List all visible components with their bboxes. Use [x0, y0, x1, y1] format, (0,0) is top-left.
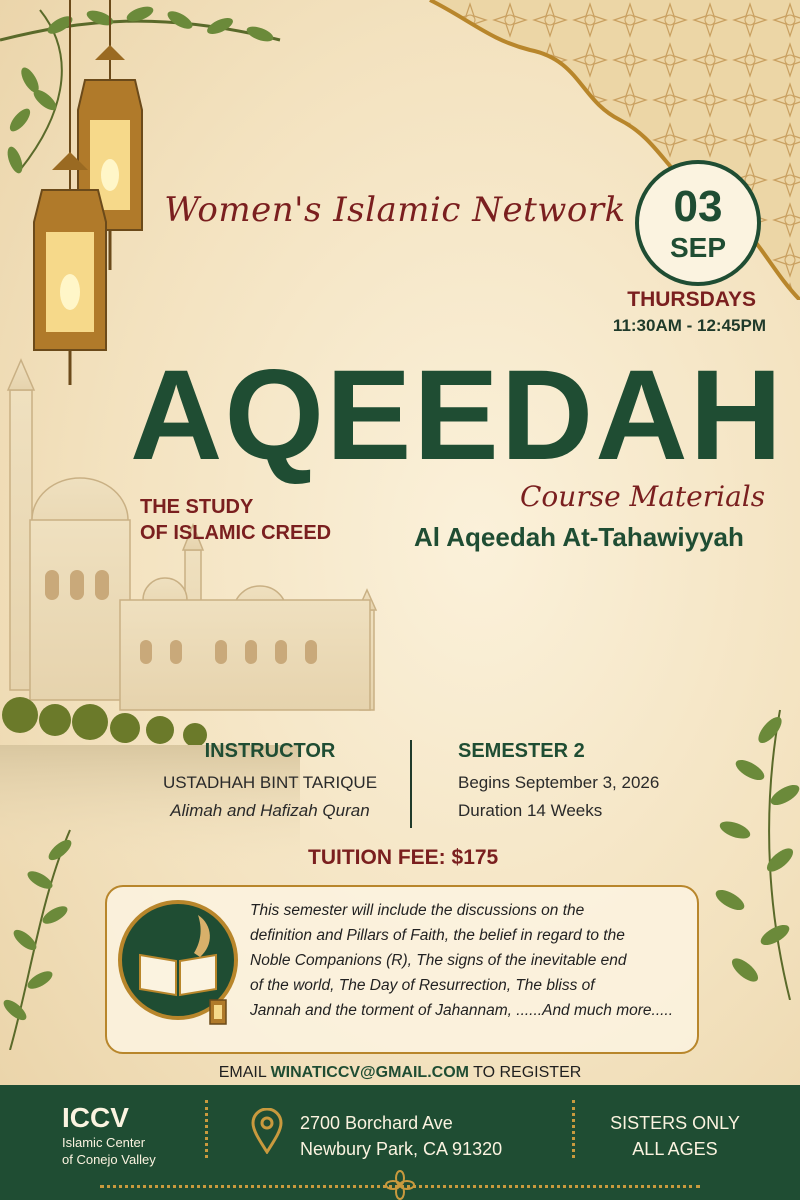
footer-divider — [572, 1100, 579, 1158]
footer-divider — [205, 1100, 212, 1158]
footer-audience — [600, 1110, 750, 1162]
tuition-amount: $175 — [451, 846, 499, 869]
organization-name: Women's Islamic Network — [164, 190, 626, 230]
leaf-branch-icon — [690, 700, 800, 1000]
footer-logo: ICCV — [62, 1102, 129, 1133]
instructor-name: USTADHAH BINT TARIQUE — [162, 773, 378, 792]
leaf-branch-icon — [0, 820, 90, 1050]
footer-address — [300, 1110, 502, 1162]
info-divider — [410, 740, 412, 828]
course-title: AQEEDAH — [130, 344, 785, 487]
description-line: definition and Pillars of Faith, the belief in regard to the — [250, 927, 625, 944]
description-line: of the world, The Day of Resurrection, The bliss of — [250, 977, 595, 994]
course-subtitle-line1: THE STUDY — [140, 496, 254, 518]
footer-org — [62, 1134, 192, 1168]
description-text — [250, 898, 690, 1023]
course-materials-label: Course Materials — [520, 480, 766, 513]
register-line — [0, 1064, 800, 1082]
course-materials-book: Al Aqeedah At-Tahawiyyah — [414, 522, 744, 552]
tuition-fee — [308, 846, 498, 870]
semester-duration: Duration 14 Weeks — [458, 801, 603, 820]
lantern-icon — [30, 0, 160, 390]
description-line: Noble Companions (R), The signs of the inevitable end — [250, 952, 627, 969]
instructor-credentials: Alimah and Hafizah Quran — [170, 801, 370, 820]
schedule-days: THURSDAYS — [627, 288, 756, 311]
audience-line1: SISTERS ONLY — [610, 1113, 740, 1133]
instructor-heading: INSTRUCTOR — [204, 740, 336, 762]
semester-begins: Begins September 3, 2026 — [458, 773, 660, 792]
description-line: Jannah and the torment of Jahannam, ......And much more..... — [250, 1002, 674, 1019]
description-line: This semester will include the discussions on the — [250, 902, 585, 919]
register-prefix: EMAIL — [218, 1064, 267, 1081]
course-subtitle — [140, 494, 331, 546]
tuition-label: TUITION FEE: — [308, 846, 446, 869]
footer-org-line2: of Conejo Valley — [62, 1152, 156, 1167]
footer-org-line1: Islamic Center — [62, 1135, 146, 1150]
register-suffix: TO REGISTER — [473, 1064, 582, 1081]
course-subtitle-line2: OF ISLAMIC CREED — [140, 522, 332, 544]
location-pin-icon — [250, 1108, 284, 1154]
address-line1: 2700 Borchard Ave — [300, 1113, 453, 1133]
address-line2: Newbury Park, CA 91320 — [300, 1139, 503, 1159]
semester-block — [458, 740, 698, 821]
book-quill-icon — [118, 895, 238, 1035]
date-badge — [635, 160, 761, 286]
date-month: SEP — [669, 232, 727, 263]
instructor-block — [150, 740, 390, 821]
semester-heading: SEMESTER 2 — [458, 740, 585, 762]
register-email[interactable]: WINATICCV@GMAIL.COM — [270, 1064, 469, 1081]
flower-ornament-icon — [385, 1170, 415, 1200]
schedule-time: 11:30AM - 12:45PM — [612, 316, 766, 335]
date-day: 03 — [673, 182, 723, 231]
audience-line2: ALL AGES — [632, 1139, 718, 1159]
